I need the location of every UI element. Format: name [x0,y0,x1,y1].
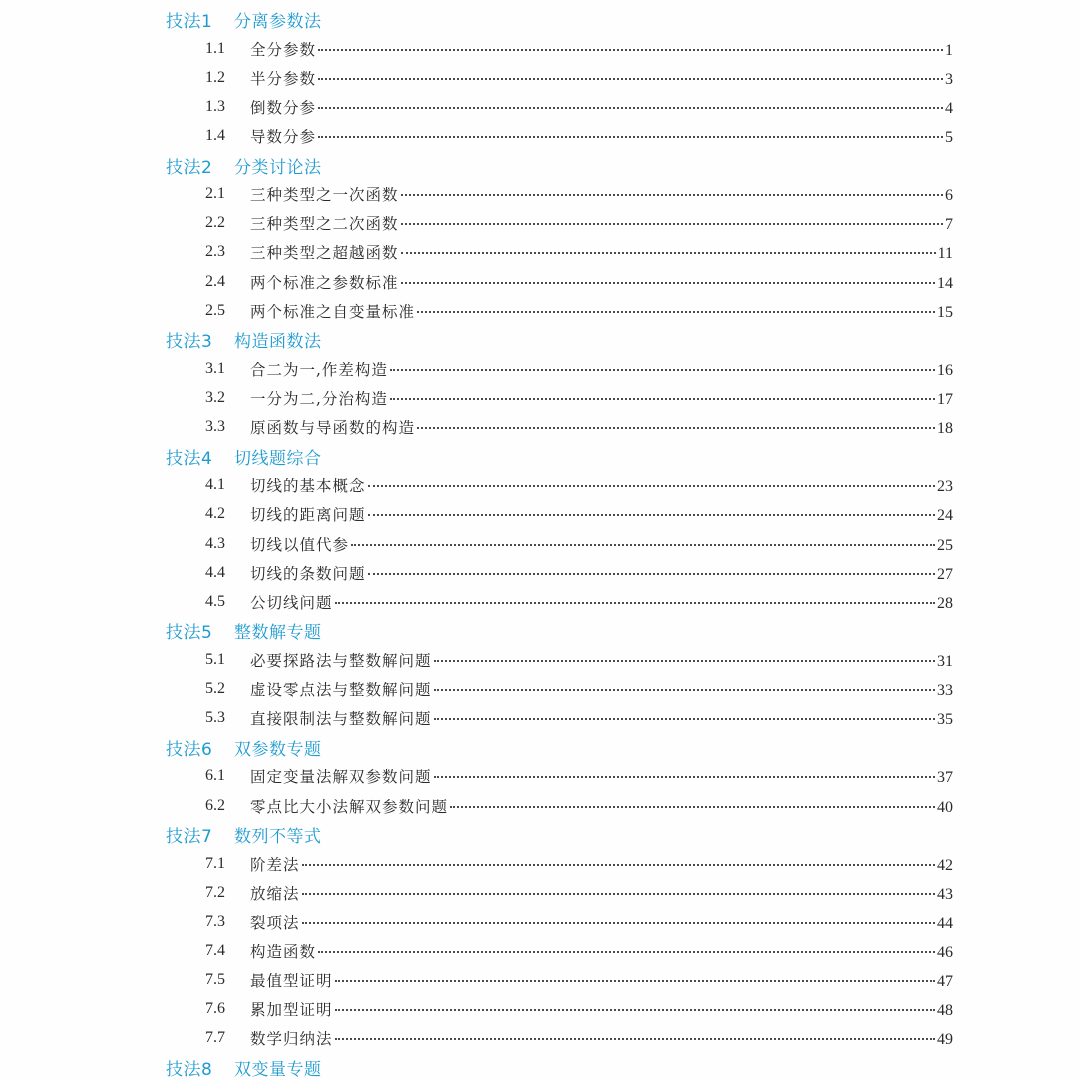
dot-leader [368,513,935,516]
dot-leader [450,805,935,808]
dot-leader [417,310,935,313]
toc-entry[interactable] [0,704,1080,733]
entry-page-number: 27 [937,565,953,583]
entry-number: 6.2 [205,796,225,814]
entry-body [250,562,953,584]
entry-title: 直接限制法与整数解问题 [250,710,432,729]
entry-page-number: 33 [937,682,953,700]
entry-number: 1.3 [205,97,225,115]
toc-entry[interactable] [0,180,1080,209]
entry-page-number: 5 [945,128,953,146]
entry-title: 固定变量法解双参数问题 [250,768,432,787]
section-title: 切线题综合 [234,448,322,469]
entry-page-number: 31 [937,652,953,670]
dot-leader [351,543,935,546]
section-title: 分类讨论法 [234,157,322,178]
dot-leader [434,717,935,720]
toc-entry[interactable] [0,878,1080,907]
entry-title: 裂项法 [250,913,300,932]
toc-entry[interactable] [0,413,1080,442]
entry-body [250,533,953,555]
entry-body [250,387,953,409]
entry-title: 一分为二,分治构造 [250,389,388,408]
dot-leader [335,1037,935,1040]
toc-entry[interactable] [0,762,1080,791]
section-title: 双参数专题 [234,739,322,760]
dot-leader [434,688,935,691]
entry-page-number: 4 [945,99,953,117]
entry-page-number: 7 [945,216,953,234]
section-title: 构造函数法 [234,332,322,353]
entry-number: 3.3 [205,418,225,436]
entry-number: 4.4 [205,563,225,581]
entry-number: 2.2 [205,214,225,232]
entry-title: 最值型证明 [250,972,333,991]
entry-page-number: 18 [937,420,953,438]
entry-page-number: 11 [937,245,953,263]
entry-title: 切线的条数问题 [250,564,366,583]
section-heading [0,820,1080,849]
entry-number: 5.2 [205,680,225,698]
dot-leader [318,48,943,51]
toc-entry[interactable] [0,92,1080,121]
entry-title: 三种类型之超越函数 [250,244,399,263]
entry-number: 4.1 [205,476,225,494]
dot-leader [302,863,935,866]
entry-body [250,125,953,147]
entry-body [250,241,953,263]
toc-entry[interactable] [0,296,1080,325]
entry-page-number: 23 [937,478,953,496]
entry-number: 2.1 [205,185,225,203]
entry-title: 三种类型之二次函数 [250,215,399,234]
section-heading [0,1053,1080,1080]
entry-number: 7.4 [205,942,225,960]
entry-page-number: 6 [945,187,953,205]
entry-number: 2.3 [205,243,225,261]
section-number: 技法5 [166,623,213,644]
entry-body [250,678,953,700]
toc-entry[interactable] [0,995,1080,1024]
dot-leader [335,979,935,982]
entry-title: 公切线问题 [250,593,333,612]
entry-page-number: 42 [937,856,953,874]
entry-number: 7.3 [205,912,225,930]
entry-page-number: 40 [937,798,953,816]
entry-page-number: 47 [937,973,953,991]
entry-title: 全分参数 [250,40,317,59]
dot-leader [401,222,943,225]
entry-body [250,1027,953,1049]
entry-number: 4.2 [205,505,225,523]
toc-entry[interactable] [0,238,1080,267]
entry-page-number: 15 [937,303,953,321]
toc-entry[interactable] [0,558,1080,587]
entry-body [250,503,953,525]
entry-page-number: 3 [945,70,953,88]
section-title: 双变量专题 [234,1059,322,1080]
dot-leader [318,77,943,80]
toc-entry[interactable] [0,849,1080,878]
entry-number: 4.3 [205,534,225,552]
dot-leader [401,251,936,254]
entry-page-number: 46 [937,944,953,962]
entry-page-number: 35 [937,711,953,729]
dot-leader [417,426,935,429]
entry-body [250,765,953,787]
section-title: 数列不等式 [234,827,322,848]
toc-entry[interactable] [0,121,1080,150]
dot-leader [390,368,935,371]
entry-body [250,300,953,322]
section-heading [0,5,1080,34]
toc-entry[interactable] [0,383,1080,412]
entry-body [250,416,953,438]
toc-entry[interactable] [0,587,1080,616]
entry-number: 4.5 [205,592,225,610]
entry-body [250,183,953,205]
section-number: 技法2 [166,157,213,178]
entry-number: 5.3 [205,709,225,727]
entry-number: 3.2 [205,388,225,406]
entry-number: 2.4 [205,272,225,290]
section-heading [0,442,1080,471]
toc-entry[interactable] [0,675,1080,704]
toc-entry[interactable] [0,267,1080,296]
entry-title: 合二为一,作差构造 [250,360,388,379]
entry-page-number: 24 [937,507,953,525]
entry-body [250,853,953,875]
entry-number: 1.2 [205,68,225,86]
dot-leader [434,659,935,662]
section-number: 技法6 [166,739,213,760]
toc-entry[interactable] [0,791,1080,820]
toc-entry[interactable] [0,471,1080,500]
entry-number: 7.5 [205,971,225,989]
entry-title: 切线以值代参 [250,535,350,554]
entry-body [250,882,953,904]
section-number: 技法7 [166,827,213,848]
entry-body [250,474,953,496]
section-title: 分离参数法 [234,12,322,33]
entry-title: 阶差法 [250,855,300,874]
entry-title: 两个标准之自变量标准 [250,302,416,321]
entry-title: 累加型证明 [250,1001,333,1020]
entry-page-number: 1 [945,41,953,59]
section-heading [0,325,1080,354]
entry-number: 7.7 [205,1029,225,1047]
section-heading [0,733,1080,762]
entry-number: 1.1 [205,39,225,57]
entry-body [250,271,953,293]
entry-number: 7.1 [205,854,225,872]
dot-leader [390,397,935,400]
dot-leader [302,921,935,924]
toc-entry[interactable] [0,645,1080,674]
entry-title: 零点比大小法解双参数问题 [250,797,449,816]
entry-page-number: 49 [937,1031,953,1049]
toc-entry[interactable] [0,907,1080,936]
entry-body [250,911,953,933]
dot-leader [302,892,935,895]
entry-title: 导数分参 [250,127,317,146]
entry-page-number: 14 [937,274,953,292]
dot-leader [434,775,935,778]
section-number: 技法1 [166,12,213,33]
entry-body [250,998,953,1020]
entry-number: 7.2 [205,883,225,901]
toc-entry[interactable] [0,34,1080,63]
dot-leader [368,484,935,487]
entry-number: 3.1 [205,359,225,377]
entry-number: 5.1 [205,650,225,668]
entry-title: 切线的距离问题 [250,506,366,525]
entry-title: 三种类型之一次函数 [250,186,399,205]
entry-page-number: 44 [937,914,953,932]
entry-title: 虚设零点法与整数解问题 [250,681,432,700]
entry-page-number: 37 [937,769,953,787]
entry-body [250,795,953,817]
entry-title: 放缩法 [250,884,300,903]
entry-page-number: 28 [937,594,953,612]
entry-number: 6.1 [205,767,225,785]
dot-leader [335,1008,935,1011]
toc-entry[interactable] [0,209,1080,238]
entry-body [250,38,953,60]
dot-leader [318,135,943,138]
section-number: 技法4 [166,448,213,469]
toc-entry[interactable] [0,500,1080,529]
entry-title: 构造函数 [250,943,317,962]
dot-leader [335,601,935,604]
entry-body [250,649,953,671]
entry-title: 原函数与导函数的构造 [250,419,416,438]
entry-page-number: 17 [937,390,953,408]
entry-page-number: 16 [937,361,953,379]
entry-title: 半分参数 [250,69,317,88]
entry-page-number: 25 [937,536,953,554]
section-number: 技法3 [166,332,213,353]
dot-leader [318,950,935,953]
entry-page-number: 48 [937,1002,953,1020]
dot-leader [368,572,935,575]
entry-number: 7.6 [205,1000,225,1018]
dot-leader [401,281,935,284]
toc-entry[interactable] [0,63,1080,92]
entry-title: 数学归纳法 [250,1030,333,1049]
entry-body [250,940,953,962]
entry-body [250,591,953,613]
table-of-contents [0,5,1080,1080]
section-heading [0,151,1080,180]
entry-body [250,707,953,729]
toc-entry[interactable] [0,354,1080,383]
section-number: 技法8 [166,1059,213,1080]
entry-title: 倒数分参 [250,98,317,117]
entry-body [250,96,953,118]
entry-number: 1.4 [205,126,225,144]
entry-body [250,358,953,380]
entry-page-number: 43 [937,885,953,903]
entry-title: 切线的基本概念 [250,477,366,496]
entry-number: 2.5 [205,301,225,319]
entry-body [250,969,953,991]
entry-title: 两个标准之参数标准 [250,273,399,292]
toc-entry[interactable] [0,1024,1080,1053]
toc-entry[interactable] [0,529,1080,558]
entry-body [250,212,953,234]
dot-leader [318,106,943,109]
entry-title: 必要探路法与整数解问题 [250,651,432,670]
toc-entry[interactable] [0,937,1080,966]
dot-leader [401,193,943,196]
entry-body [250,67,953,89]
toc-entry[interactable] [0,966,1080,995]
section-heading [0,616,1080,645]
section-title: 整数解专题 [234,623,322,644]
